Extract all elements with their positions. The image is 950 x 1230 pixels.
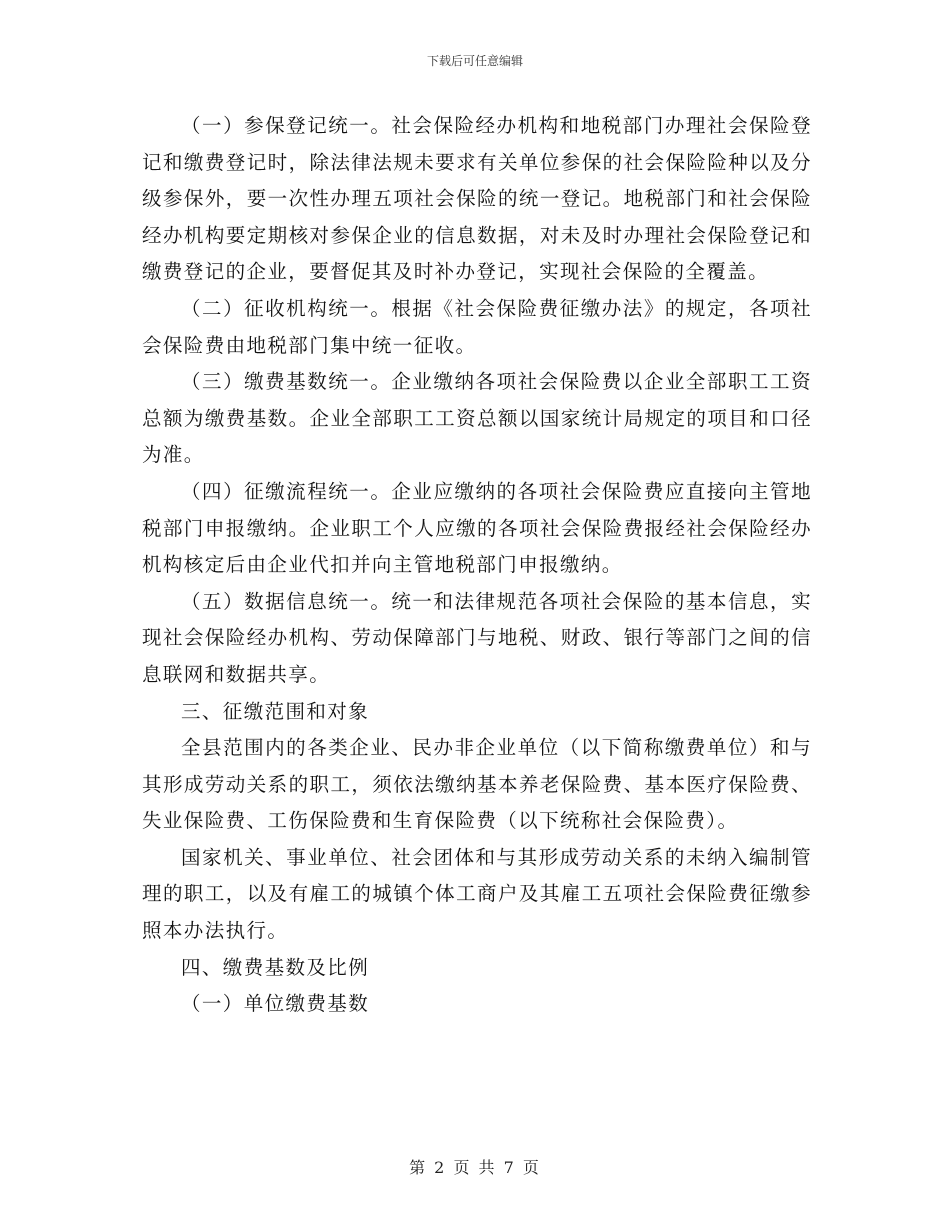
paragraph-data-information: （五）数据信息统一。统一和法律规范各项社会保险的基本信息，实现社会保险经办机构、劳动保障部门与地税、财政、银行等部门之间的信息联网和数据共享。 (142, 589, 812, 686)
paragraph-collection-process: （四）征缴流程统一。企业应缴纳的各项社会保险费应直接向主管地税部门申报缴纳。企业职工个人应缴的各项社会保险费报经社会保险经办机构核定后由企业代扣并向主管地税部门申报缴纳。 (142, 479, 812, 577)
document-body (142, 108, 812, 1023)
paragraph-scope: 全县范围内的各类企业、民办非企业单位（以下简称缴费单位）和与其形成劳动关系的职工，须依法缴纳基本养老保险费、基本医疗保险费、失业保险费、工伤保险费和生育保险费（以下统称社会保险费）。 (142, 736, 812, 833)
subheading-unit-base: （一）单位缴费基数 (181, 992, 370, 1016)
paragraph-payment-base: （三）缴费基数统一。企业缴纳各项社会保险费以企业全部职工工资总额为缴费基数。企业全部职工工资总额以国家统计局规定的项目和口径为准。 (142, 370, 812, 467)
page-number: 第 2 页 共 7 页 (409, 1158, 541, 1177)
section-heading-scope: 三、征缴范围和对象 (181, 699, 370, 723)
paragraph-collection-agency: （二）征收机构统一。根据《社会保险费征缴办法》的规定，各项社会保险费由地税部门集中统一征收。 (142, 296, 812, 357)
header-note: 下载后可任意编辑 (426, 54, 523, 68)
paragraph-registration: （一）参保登记统一。社会保险经办机构和地税部门办理社会保险登记和缴费登记时，除法律法规未要求有关单位参保的社会保险险种以及分级参保外，要一次性办理五项社会保险的统一登记。地税部门和社会保险经办机构要定期核对参保企业的信息数据，对未及时办理社会保险登记和缴费登记的企业，要督促其及时补办登记，实现社会保险的全覆盖。 (142, 114, 812, 284)
paragraph-scope-reference: 国家机关、事业单位、社会团体和与其形成劳动关系的未纳入编制管理的职工，以及有雇工的城镇个体工商户及其雇工五项社会保险费征缴参照本办法执行。 (142, 845, 812, 943)
section-heading-base-ratio: 四、缴费基数及比例 (181, 955, 370, 979)
